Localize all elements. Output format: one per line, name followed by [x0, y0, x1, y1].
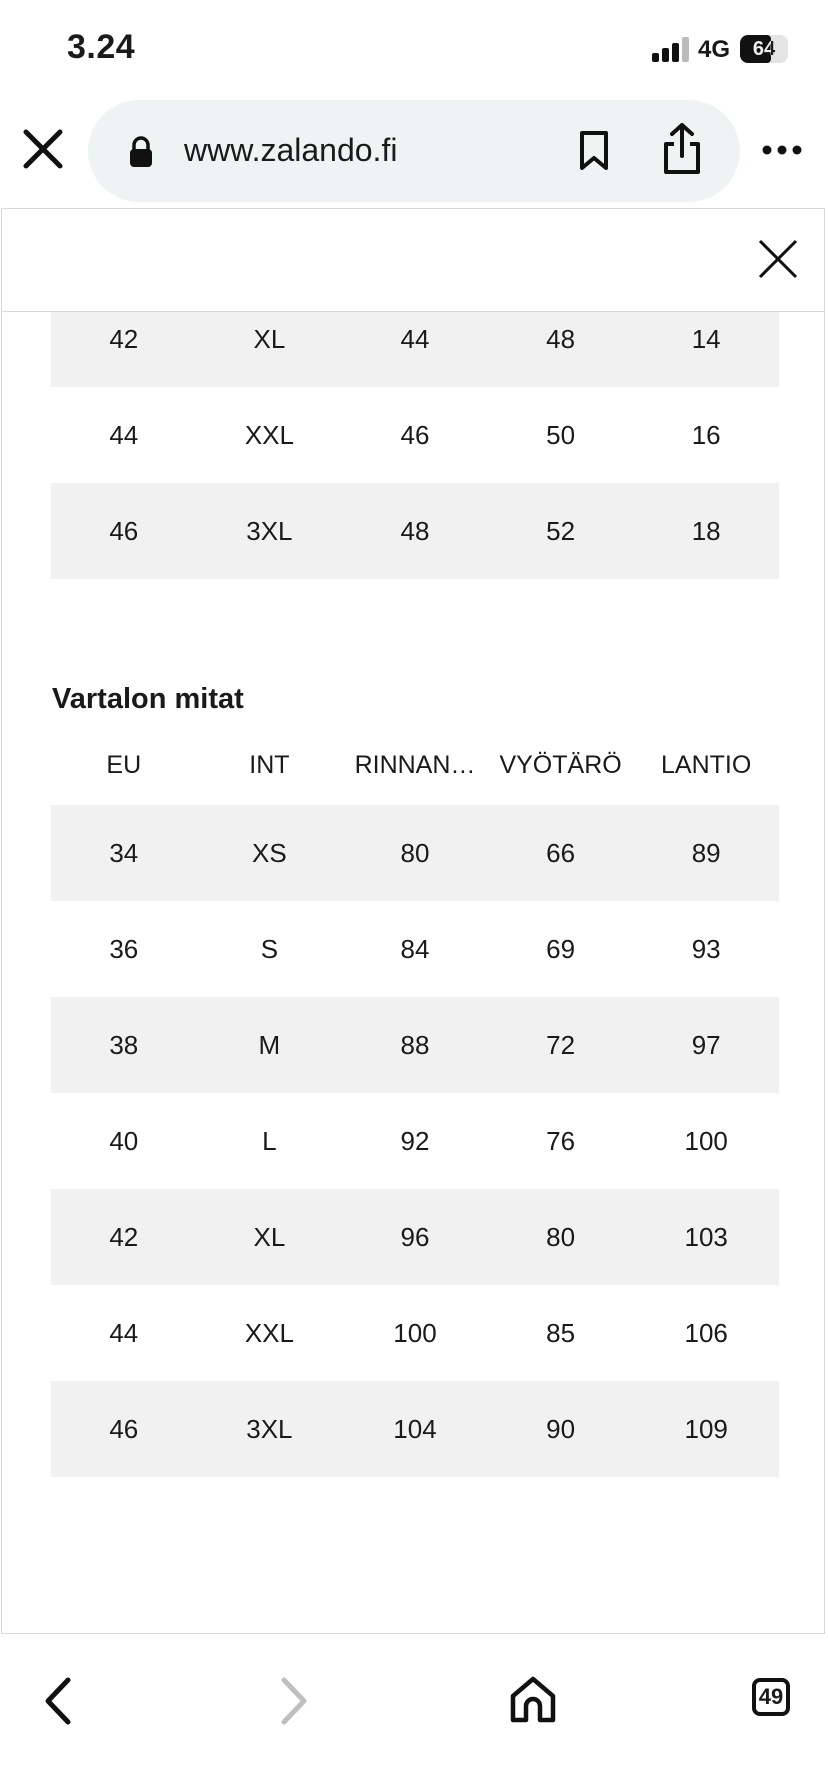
column-header: LANTIO — [661, 750, 752, 779]
table-cell: 109 — [633, 1381, 779, 1477]
table-cell: 100 — [393, 1317, 437, 1348]
table-row — [51, 1381, 779, 1477]
forward-icon[interactable] — [276, 1676, 312, 1726]
table-cell: 106 — [684, 1317, 728, 1348]
table-row — [51, 805, 779, 901]
table-row — [51, 1093, 779, 1189]
signal-icon — [652, 36, 692, 62]
table-cell: XL — [197, 291, 343, 387]
table-cell: XL — [197, 1189, 343, 1285]
table-cell: 76 — [546, 1125, 576, 1156]
table-cell: 34 — [51, 805, 197, 901]
table-cell: 46 — [400, 419, 430, 450]
body-measurements-table — [51, 725, 779, 1477]
table-cell: XXL — [244, 1317, 294, 1348]
table-cell: 97 — [633, 997, 779, 1093]
table-cell: 104 — [342, 1381, 488, 1477]
status-time: 3.24 — [67, 28, 136, 66]
table-cell: 14 — [633, 291, 779, 387]
battery-icon — [740, 35, 788, 63]
size-guide-sheet — [1, 208, 825, 1634]
home-icon[interactable] — [508, 1674, 558, 1724]
table-cell: 46 — [51, 483, 197, 579]
table-cell: M — [197, 997, 343, 1093]
table-cell: 38 — [51, 997, 197, 1093]
status-bar — [0, 0, 828, 100]
table-cell: 80 — [342, 805, 488, 901]
table-cell: 42 — [51, 291, 197, 387]
table-cell: 100 — [684, 1125, 728, 1156]
table-cell: 89 — [633, 805, 779, 901]
table-cell: 72 — [488, 997, 634, 1093]
share-icon[interactable] — [661, 122, 703, 176]
table-row — [51, 1285, 779, 1381]
table-cell: 88 — [342, 997, 488, 1093]
lock-icon — [128, 136, 154, 168]
table-cell: 52 — [488, 483, 634, 579]
table-cell: 85 — [546, 1317, 576, 1348]
table-cell: L — [262, 1125, 277, 1156]
table-row — [51, 387, 779, 483]
column-header: VYÖTÄRÖ — [499, 750, 622, 779]
network-label: 4G — [698, 36, 731, 63]
table-cell: 103 — [633, 1189, 779, 1285]
table-cell: 80 — [488, 1189, 634, 1285]
table-row — [51, 997, 779, 1093]
section-title: Vartalon mitat — [52, 683, 244, 715]
table-cell: XXL — [244, 419, 294, 450]
table-cell: 69 — [546, 933, 576, 964]
table-row — [51, 1189, 779, 1285]
table-cell: 46 — [51, 1381, 197, 1477]
table-cell: 40 — [109, 1125, 139, 1156]
table-cell: 36 — [109, 933, 139, 964]
table-cell: 84 — [400, 933, 430, 964]
table-cell: 96 — [342, 1189, 488, 1285]
close-icon[interactable] — [758, 239, 798, 279]
table-row — [51, 483, 779, 579]
sheet-header — [2, 209, 824, 312]
table-cell: 66 — [488, 805, 634, 901]
tabs-icon[interactable] — [752, 1678, 790, 1716]
table-cell: XS — [197, 805, 343, 901]
address-bar[interactable] — [88, 100, 740, 202]
tab-count: 49 — [758, 1684, 784, 1709]
more-icon[interactable] — [762, 140, 802, 160]
table-cell: 93 — [691, 933, 721, 964]
close-icon[interactable] — [20, 126, 66, 172]
table-cell: 44 — [342, 291, 488, 387]
table-header-row — [51, 725, 779, 805]
table-cell: 90 — [488, 1381, 634, 1477]
table-cell: 92 — [400, 1125, 430, 1156]
table-cell: S — [260, 933, 279, 964]
table-cell: 16 — [691, 419, 721, 450]
table-cell: 48 — [488, 291, 634, 387]
table-cell: 44 — [109, 419, 139, 450]
table-cell: 44 — [109, 1317, 139, 1348]
table-cell: 18 — [633, 483, 779, 579]
back-icon[interactable] — [40, 1676, 76, 1726]
table-row — [51, 901, 779, 997]
bookmark-icon[interactable] — [578, 130, 610, 172]
table-cell: 3XL — [197, 483, 343, 579]
battery-percent: 64 — [752, 38, 776, 60]
column-header: RINNAN… — [354, 750, 476, 779]
column-header: EU — [106, 750, 142, 779]
column-header: INT — [249, 750, 290, 779]
url-text[interactable]: www.zalando.fi — [184, 132, 398, 168]
table-cell: 50 — [546, 419, 576, 450]
size-table — [51, 291, 779, 579]
table-cell: 48 — [342, 483, 488, 579]
browser-toolbar — [0, 1634, 828, 1792]
table-cell: 3XL — [197, 1381, 343, 1477]
table-cell: 42 — [51, 1189, 197, 1285]
